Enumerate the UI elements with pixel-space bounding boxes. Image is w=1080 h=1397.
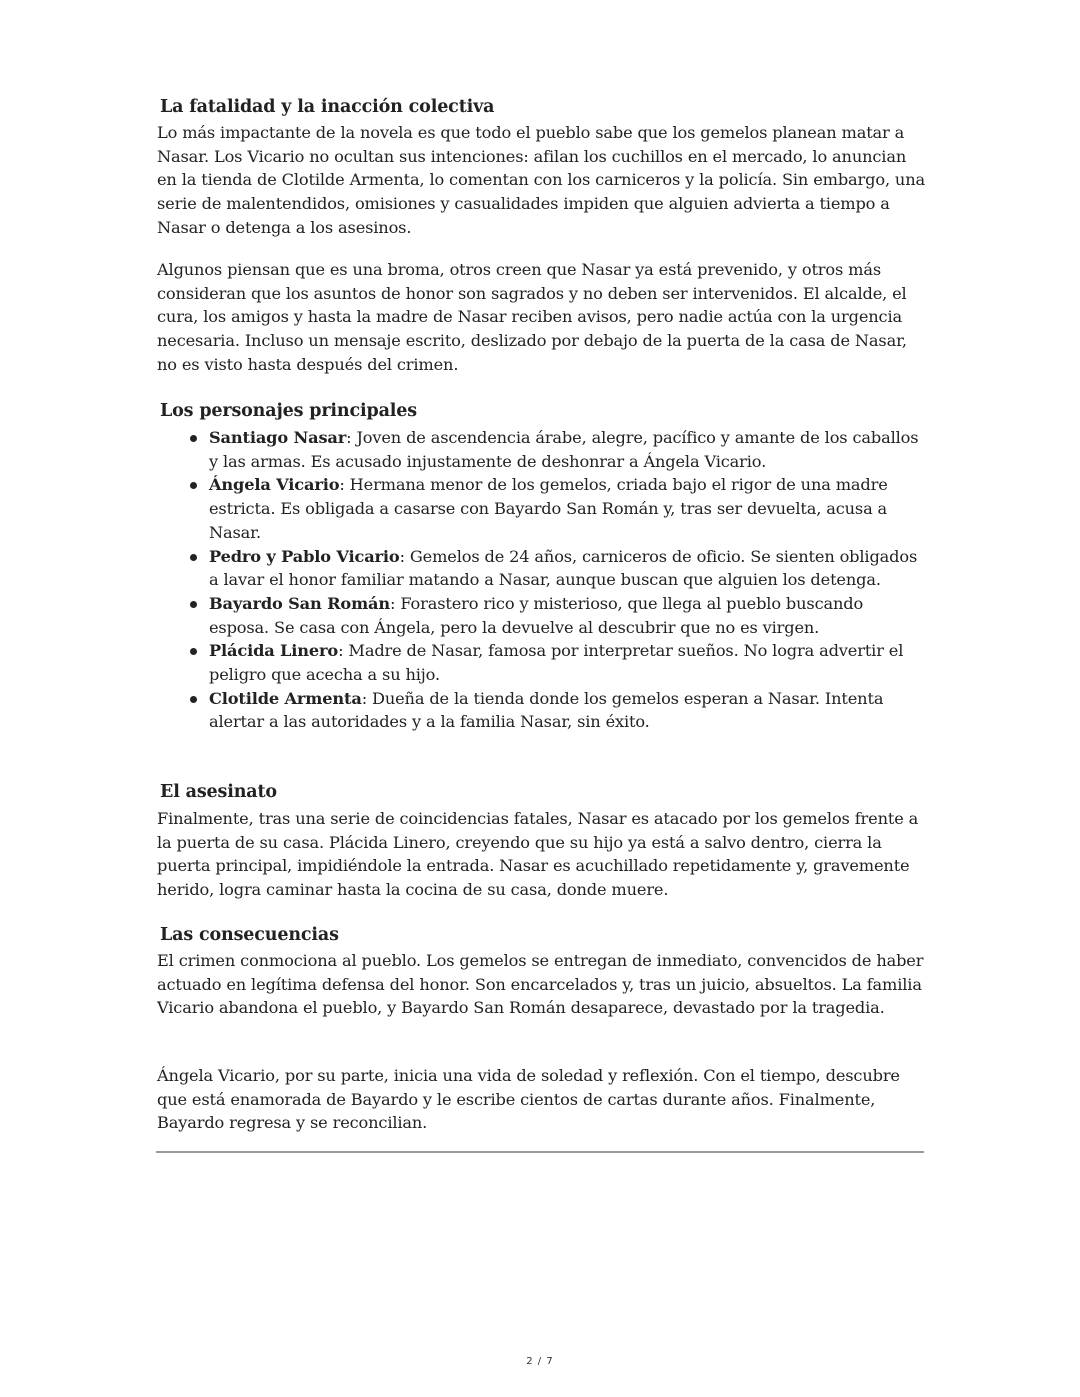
paragraph: Lo más impactante de la novela es que todo el pueblo sabe que los gemelos planean matar a Nasar. Los Vicario no ocultan sus intenciones: afilan los cuchillos en el mercado, lo anuncian en la tienda de Clotilde Armenta, lo comentan con los carniceros y la policía. Sin embargo, una serie de malentendidos, omisiones y casualidades impiden que alguien advierta a tiempo a Nasar o detenga a los asesinos. [157, 123, 925, 237]
page-number: 2 / 7 [526, 1356, 554, 1367]
list-item [157, 473, 925, 544]
section-heading: El asesinato [160, 782, 277, 802]
list-item [157, 426, 925, 473]
bullet-icon [190, 648, 197, 655]
character-description: : Hermana menor de los gemelos, criada bajo el rigor de una madre estricta. Es obligada a casarse con Bayardo San Román y, tras ser devuelta, acusa a Nasar. [209, 475, 888, 542]
section-heading: La fatalidad y la inacción colectiva [160, 97, 495, 117]
list-item [157, 545, 925, 592]
character-name: Ángela Vicario [209, 475, 340, 495]
character-description: : Madre de Nasar, famosa por interpretar sueños. No logra advertir el peligro que acecha a su hijo. [209, 641, 904, 685]
character-description: : Joven de ascendencia árabe, alegre, pacífico y amante de los caballos y las armas. Es acusado injustamente de deshonrar a Ángela Vicario. [209, 428, 919, 471]
character-name: Plácida Linero [209, 641, 339, 661]
character-description: : Forastero rico y misterioso, que llega al pueblo buscando esposa. Se casa con Ángela, pero la devuelve al descubrir que no es virgen. [209, 593, 864, 637]
paragraph: Finalmente, tras una serie de coincidencias fatales, Nasar es atacado por los gemelos frente a la puerta de su casa. Plácida Linero, creyendo que su hijo ya está a salvo dentro, cierra la puerta principal, impidiéndole la entrada. Nasar es acuchillado repetidamente y, gravemente herido, logra caminar hasta la cocina de su casa, donde muere. [157, 809, 919, 900]
character-name: Santiago Nasar [209, 428, 347, 447]
paragraph: Ángela Vicario, por su parte, inicia una vida de soledad y reflexión. Con el tiempo, descubre que está enamorada de Bayardo y le escribe cientos de cartas durante años. Finalmente, Bayardo regresa y se reconcilian. [157, 1066, 900, 1133]
character-name: Clotilde Armenta [209, 688, 362, 708]
section-heading: Los personajes principales [160, 401, 417, 421]
character-description: : Dueña de la tienda donde los gemelos esperan a Nasar. Intenta alertar a las autoridades y a la familia Nasar, sin éxito. [209, 688, 884, 732]
horizontal-rule [156, 1151, 924, 1153]
character-name: Pedro y Pablo Vicario [209, 546, 400, 566]
list-item [157, 592, 925, 639]
section-heading: Las consecuencias [160, 925, 339, 945]
character-description: : Gemelos de 24 años, carniceros de oficio. Se sienten obligados a lavar el honor familiar matando a Nasar, aunque buscan que alguien los detenga. [209, 546, 918, 590]
character-list [157, 426, 925, 734]
bullet-icon [190, 554, 197, 561]
bullet-icon [190, 696, 197, 703]
paragraph: Algunos piensan que es una broma, otros creen que Nasar ya está prevenido, y otros más consideran que los asuntos de honor son sagrados y no deben ser intervenidos. El alcalde, el cura, los amigos y hasta la madre de Nasar reciben avisos, pero nadie actúa con la urgencia necesaria. Incluso un mensaje escrito, deslizado por debajo de la puerta de la casa de Nasar, no es visto hasta después del crimen. [157, 260, 907, 374]
bullet-icon [190, 482, 197, 489]
bullet-icon [190, 601, 197, 608]
list-item [157, 687, 925, 734]
paragraph: El crimen conmociona al pueblo. Los gemelos se entregan de inmediato, convencidos de haber actuado en legítima defensa del honor. Son encarcelados y, tras un juicio, absueltos. La familia Vicario abandona el pueblo, y Bayardo San Román desaparece, devastado por la tragedia. [157, 951, 924, 1018]
bullet-icon [190, 435, 197, 442]
list-item [157, 639, 925, 686]
character-name: Bayardo San Román [209, 593, 391, 613]
